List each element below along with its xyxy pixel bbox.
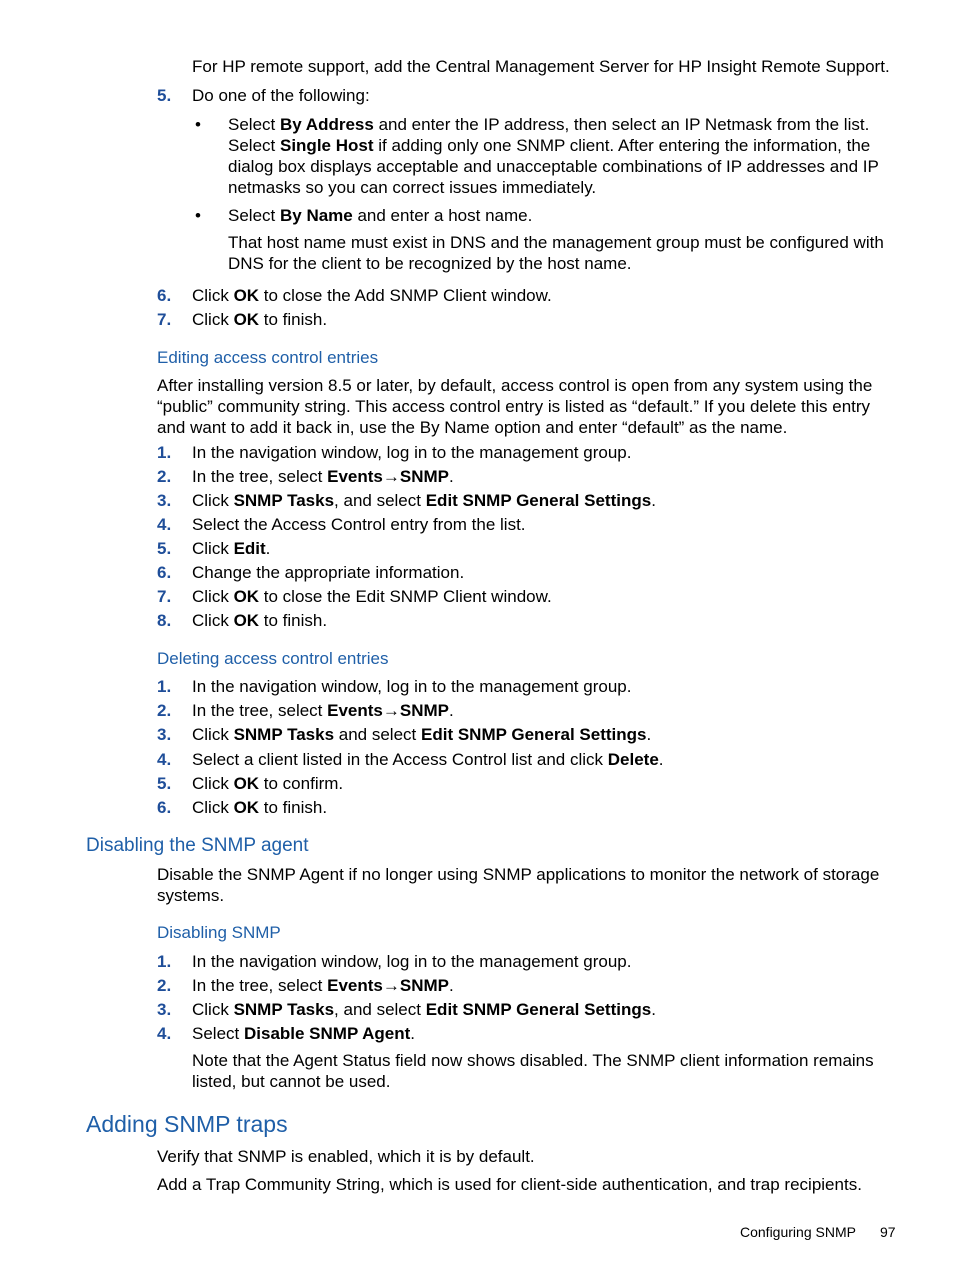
step-text: Do one of the following:: [192, 86, 370, 105]
bullet-note: That host name must exist in DNS and the management group must be configured with DNS for the client to be recognized by the host name.: [228, 233, 884, 273]
step-number: 3.: [157, 491, 172, 510]
step-number: 4.: [157, 515, 172, 534]
step-number: 5.: [157, 539, 172, 558]
step-number: 2.: [157, 976, 172, 995]
step-number: 6.: [157, 798, 172, 817]
step-text: Click SNMP Tasks and select Edit SNMP General Settings.: [192, 725, 652, 745]
step-text: In the navigation window, log in to the management group.: [192, 443, 632, 462]
editing-paragraph: After installing version 8.5 or later, by default, access control is open from any system using the “public” community string. This access control entry is listed as “default.” If you delete this entry and want to add it back in, use the By Name option and enter “default” as the name.: [157, 376, 873, 437]
step-text: In the tree, select Events→SNMP.: [192, 976, 454, 995]
step-text: Change the appropriate information.: [192, 563, 465, 582]
step-text: Click OK to finish.: [192, 310, 328, 329]
section-heading-deleting: Deleting access control entries: [157, 649, 389, 668]
bullet-icon: •: [195, 115, 201, 134]
intro-text: For HP remote support, add the Central Management Server for HP Insight Remote Support.: [192, 57, 890, 76]
step-number: 4.: [157, 749, 172, 769]
footer-section-title: Configuring SNMP: [740, 1224, 856, 1240]
step-text: Click OK to confirm.: [192, 773, 344, 793]
step-text: Click OK to close the Add SNMP Client window.: [192, 286, 552, 305]
disabling-agent-paragraph: Disable the SNMP Agent if no longer using SNMP applications to monitor the network of storage systems.: [157, 865, 880, 905]
step-text: Select Disable SNMP Agent.: [192, 1024, 415, 1043]
section-heading-adding-traps: Adding SNMP traps: [86, 1111, 288, 1137]
traps-paragraph-1: Verify that SNMP is enabled, which it is by default.: [157, 1147, 535, 1166]
step-text: In the tree, select Events→SNMP.: [192, 467, 454, 486]
step-number: 1.: [157, 677, 172, 696]
bullet-item-by-name: Select By Name and enter a host name.: [228, 206, 533, 225]
step-number: 2.: [157, 467, 172, 486]
section-heading-disabling-snmp: Disabling SNMP: [157, 923, 281, 942]
bullet-item-by-address: Select By Address and enter the IP address, then select an IP Netmask from the list. Select Single Host if adding only one SNMP client. After entering the information, the dialog box displays acceptable and unacceptable combinations of IP addresses and IP netmasks so you can correct issues immediately.: [228, 115, 879, 197]
step-text: Click Edit.: [192, 539, 271, 558]
section-heading-editing: Editing access control entries: [157, 348, 379, 367]
step-number: 1.: [157, 952, 172, 971]
step-text: Click SNMP Tasks, and select Edit SNMP General Settings.: [192, 491, 656, 510]
step-text: In the navigation window, log in to the management group.: [192, 677, 632, 696]
step-number: 2.: [157, 701, 172, 721]
step-number: 3.: [157, 725, 172, 745]
step-text: Click OK to close the Edit SNMP Client window.: [192, 587, 552, 606]
step-text: Select a client listed in the Access Control list and click Delete.: [192, 749, 664, 769]
step-number: 1.: [157, 443, 172, 462]
step-number: 7.: [157, 310, 172, 329]
step-number: 3.: [157, 1000, 172, 1019]
step-text: Click OK to finish.: [192, 611, 328, 630]
step-text: In the tree, select Events→SNMP.: [192, 701, 454, 721]
step-text: Click SNMP Tasks, and select Edit SNMP General Settings.: [192, 1000, 656, 1019]
step-text: In the navigation window, log in to the management group.: [192, 952, 632, 971]
page-number: 97: [880, 1224, 896, 1240]
step-number: 7.: [157, 587, 172, 606]
section-heading-disabling-agent: Disabling the SNMP agent: [86, 835, 309, 856]
step-number: 4.: [157, 1024, 172, 1043]
traps-paragraph-2: Add a Trap Community String, which is used for client-side authentication, and trap recipients.: [157, 1175, 862, 1194]
step-number: 5.: [157, 86, 172, 105]
step-number: 6.: [157, 286, 172, 305]
disabling-note: Note that the Agent Status field now shows disabled. The SNMP client information remains listed, but cannot be used.: [192, 1051, 874, 1091]
step-number: 8.: [157, 611, 172, 630]
step-number: 5.: [157, 773, 172, 793]
step-text: Select the Access Control entry from the list.: [192, 515, 526, 534]
step-text: Click OK to finish.: [192, 798, 328, 817]
step-number: 6.: [157, 563, 172, 582]
bullet-icon: •: [195, 206, 201, 225]
